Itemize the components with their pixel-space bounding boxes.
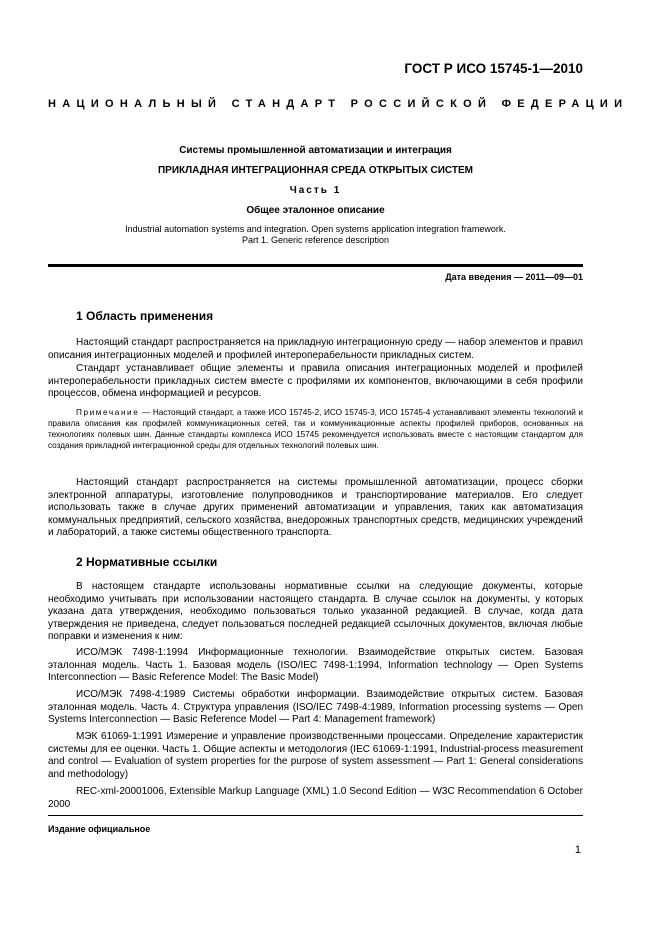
reference-item: ИСО/МЭК 7498-1:1994 Информационные технологии. Взаимодействие открытых систем. Базовая эталонная модель. Часть 1. Базовая модель (ISO/IEC 7498-1:1994, Information technology — Open Systems Interconnection — Basic Reference Model: The Basic Model)	[48, 647, 583, 684]
document-code: ГОСТ Р ИСО 15745-1—2010	[404, 61, 583, 76]
references-intro-paragraph: В настоящем стандарте использованы нормативные ссылки на следующие документы, которые необходимо учитывать при использовании настоящего стандарта. В случае ссылок на документы, у которых указана дата утверждения, необходимо пользоваться только указанной редакцией. В случае, когда дата утверждения не приведена, следует пользоваться последней редакцией ссылочных документов, включая любые поправки и изменения к ним:	[48, 581, 583, 643]
section-heading-scope: 1 Область применения	[76, 309, 214, 323]
reference-item: ИСО/МЭК 7498-4:1989 Системы обработки информации. Взаимодействие открытых систем. Базовая эталонная модель. Часть 4. Структура управления (ISO/IEC 7498-4:1989, Information processing systems — Open Systems Interconnection — Basic Reference Model — Part 4: Management framework)	[48, 689, 583, 726]
scope-paragraph-2: Стандарт устанавливает общие элементы и правила описания интеграционных моделей и профилей интероперабельности прикладных систем вместе с профилями их компонентов, включающими в себя профили процессов, обмена информацией и ресурсов.	[48, 363, 583, 400]
reference-item: МЭК 61069-1:1991 Измерение и управление производственными процессами. Определение характеристик системы для ее оценки. Часть 1. Общие аспекты и методология (IEC 61069-1:1991, Industrial-process measurement and control — Evaluation of system properties for the purpose of system assessment — Part 1: General considerations and methodology)	[48, 731, 583, 780]
note-text: — Настоящий стандарт, а также ИСО 15745-2, ИСО 15745-3, ИСО 15745-4 устанавливают элементы технологий и правила описания как профилей коммуникационных сетей, так и коммуникационные аспекты профилей приборов, основанных на технологиях полевых шин. Данные стандарты комплекса ИСО 15745 рекомендуется использовать вместе с настоящим стандартом для создания прикладной интеграционной среды для отдельных технологий полевых шин.	[48, 408, 583, 450]
header-divider	[48, 264, 583, 267]
scope-note	[48, 407, 583, 451]
title-part: Часть 1	[289, 185, 342, 196]
title-english-line1: Industrial automation systems and integration. Open systems application integration framework.	[125, 224, 506, 234]
page-number: 1	[574, 844, 581, 856]
reference-item: REC-xml-20001006, Extensible Markup Language (XML) 1.0 Second Edition — W3C Recommendation 6 October 2000	[48, 786, 583, 810]
title-main: ПРИКЛАДНАЯ ИНТЕГРАЦИОННАЯ СРЕДА ОТКРЫТЫХ СИСТЕМ	[157, 165, 474, 176]
note-label: Примечание	[76, 408, 140, 417]
title-subtitle: Общее эталонное описание	[246, 205, 385, 216]
footer-divider	[48, 815, 583, 816]
scope-paragraph-1: Настоящий стандарт распространяется на прикладную интеграционную среду — набор элементов и правил описания интеграционных моделей и профилей интероперабельности прикладных систем.	[48, 337, 583, 361]
title-series: Системы промышленной автоматизации и интеграция	[179, 145, 452, 156]
national-standard-banner: НАЦИОНАЛЬНЫЙ СТАНДАРТ РОССИЙСКОЙ ФЕДЕРАЦИИ	[48, 98, 629, 110]
title-english	[48, 224, 583, 246]
introduction-date: Дата введения — 2011—09—01	[445, 272, 583, 282]
scope-paragraph-3: Настоящий стандарт распространяется на системы промышленной автоматизации, процесс сборки электронной аппаратуры, изготовление полупроводников и транспортирование материалов. Его следует использовать также в случае других применений автоматизации и управления, таких как автоматизация коммунальных предприятий, сельского хозяйства, внедорожных транспортных средств, медицинских учреждений и лабораторий, а также системы общественного транспорта.	[48, 477, 583, 539]
official-edition-label: Издание официальное	[48, 824, 151, 834]
title-english-line2: Part 1. Generic reference description	[241, 235, 390, 245]
section-heading-normative-references: 2 Нормативные ссылки	[76, 555, 218, 569]
